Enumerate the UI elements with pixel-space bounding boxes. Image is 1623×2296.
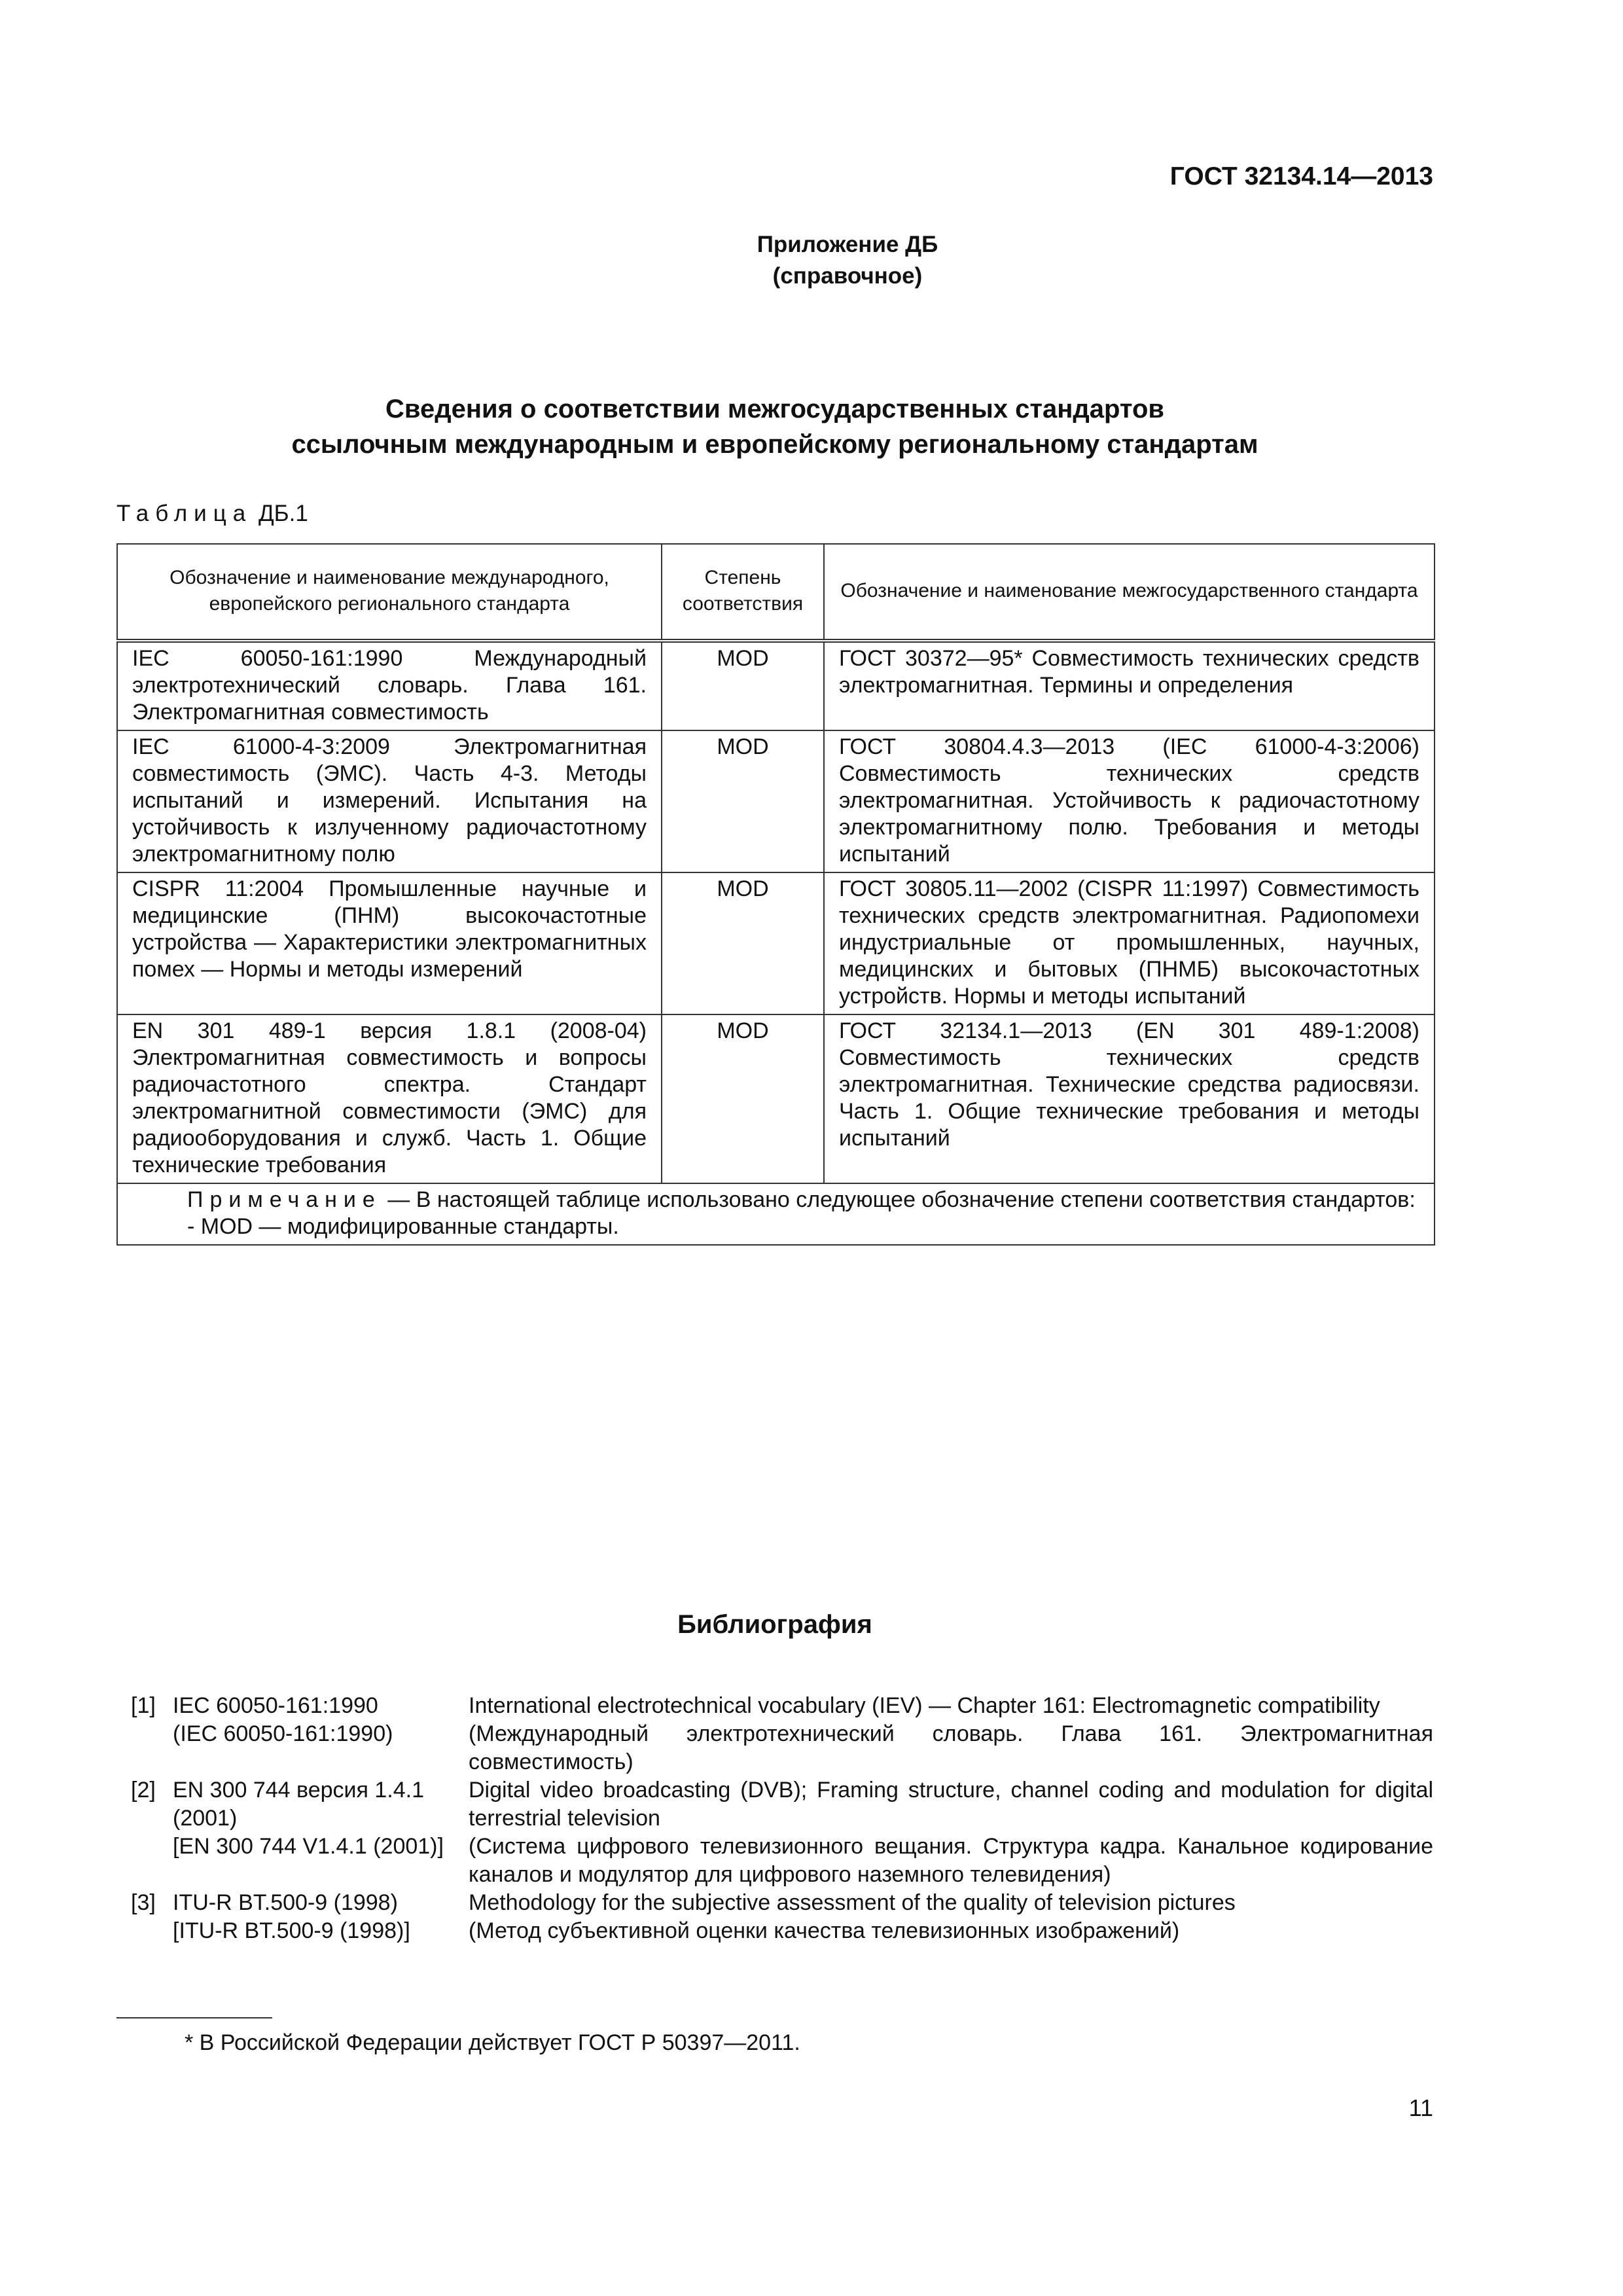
bibliography-entry — [131, 1889, 1433, 1917]
section-title-line2: ссылочным международным и европейскому региональному стандартам — [291, 430, 1258, 459]
cell-degree: MOD — [662, 1014, 824, 1183]
note-item: - MOD — модифицированные стандарты. — [187, 1214, 619, 1239]
bibliography-entry — [131, 1833, 1433, 1889]
entry-number: [1] — [131, 1693, 156, 1718]
cell-international-standard: CISPR 11:2004 Промышленные научные и медицинские (ПНМ) высокочастотные устройства — Характеристики электромагнитных помех — Нормы и методы измерений — [117, 872, 662, 1014]
header-degree: Степень соответствия — [662, 544, 824, 641]
entry-description: International electrotechnical vocabulary (IEV) — Chapter 161: Electromagnetic compatibility — [469, 1693, 1380, 1718]
cell-degree: MOD — [662, 730, 824, 872]
table-note-row — [117, 1183, 1435, 1245]
bibliography-entry — [131, 1720, 1433, 1776]
header-interstate-standard: Обозначение и наименование межгосударственного стандарта — [824, 544, 1435, 641]
cell-degree: MOD — [662, 641, 824, 730]
entry-number: [2] — [131, 1778, 156, 1803]
cell-degree: MOD — [662, 872, 824, 1014]
document-code: ГОСТ 32134.14—2013 — [1169, 162, 1433, 190]
bibliography-list — [131, 1692, 1433, 1945]
section-title-line1: Сведения о соответствии межгосударственных стандартов — [385, 395, 1164, 423]
section-title — [115, 391, 1435, 462]
cell-interstate-standard: ГОСТ 30372—95* Совместимость технических средств электромагнитная. Термины и определения — [824, 641, 1435, 730]
note-text — [132, 1187, 1419, 1213]
note-word: Примечание — [187, 1187, 382, 1212]
bibliography-title: Библиография — [677, 1610, 872, 1639]
entry-description: Digital video broadcasting (DVB); Framing structure, channel coding and modulation for digital terrestrial television — [469, 1778, 1433, 1831]
entry-description: (Система цифрового телевизионного вещания. Структура кадра. Канальное кодирование каналов и модулятор для цифрового наземного телевидения) — [469, 1834, 1433, 1887]
table-label — [116, 501, 308, 527]
table-label-number: ДБ.1 — [252, 501, 308, 526]
entry-number: [3] — [131, 1890, 156, 1915]
bibliography-entry — [131, 1776, 1433, 1833]
table-row — [117, 1014, 1435, 1183]
cell-international-standard: IEC 61000-4-3:2009 Электромагнитная совместимость (ЭМС). Часть 4-3. Методы испытаний и измерений. Испытания на устойчивость к излученному радиочастотному электромагнитному полю — [117, 730, 662, 872]
table-row — [117, 641, 1435, 730]
cell-international-standard: EN 301 489-1 версия 1.8.1 (2008-04) Электромагнитная совместимость и вопросы радиочастотного спектра. Стандарт электромагнитной совместимости (ЭМС) для радиооборудования и служб. Часть 1. Общие технические требования — [117, 1014, 662, 1183]
table-label-word: Таблица — [116, 501, 253, 526]
table-note — [117, 1183, 1435, 1245]
entry-code: [ITU-R BT.500-9 (1998)] — [173, 1918, 410, 1943]
entry-description: (Метод субъективной оценки качества телевизионных изображений) — [469, 1918, 1180, 1943]
table-header-row — [117, 544, 1435, 641]
bibliography-entry — [131, 1692, 1433, 1720]
footnote-divider — [116, 2017, 272, 2018]
entry-description: (Международный электротехнический словарь. Глава 161. Электромагнитная совместимость) — [469, 1721, 1433, 1774]
entry-number — [131, 1833, 173, 1889]
header-international-standard: Обозначение и наименование международного, европейского регионального стандарта — [117, 544, 662, 641]
table-row — [117, 872, 1435, 1014]
appendix-title: Приложение ДБ — [757, 232, 938, 257]
table-row — [117, 730, 1435, 872]
entry-code: ITU-R BT.500-9 (1998) — [173, 1890, 398, 1915]
page-number: 11 — [1408, 2094, 1433, 2121]
appendix-heading — [0, 229, 1623, 292]
cell-international-standard: IEC 60050-161:1990 Международный электротехнический словарь. Глава 161. Электромагнитная совместимость — [117, 641, 662, 730]
entry-code: [EN 300 744 V1.4.1 (2001)] — [173, 1834, 444, 1859]
entry-code: (IEC 60050-161:1990) — [173, 1721, 393, 1746]
entry-code: EN 300 744 версия 1.4.1 (2001) — [173, 1778, 424, 1831]
footnote: * В Российской Федерации действует ГОСТ Р 50397—2011. — [185, 2030, 800, 2055]
entry-number — [131, 1720, 173, 1776]
entry-code: IEC 60050-161:1990 — [173, 1693, 378, 1718]
note-body: — В настоящей таблице использовано следующее обозначение степени соответствия стандартов: — [381, 1187, 1416, 1212]
entry-description: Methodology for the subjective assessment of the quality of television pictures — [469, 1890, 1236, 1915]
correspondence-table — [116, 543, 1435, 1246]
entry-number — [131, 1917, 173, 1945]
cell-interstate-standard: ГОСТ 30804.4.3—2013 (IEC 61000-4-3:2006) Совместимость технических средств электромагнитная. Устойчивость к радиочастотному электромагнитному полю. Требования и методы испытаний — [824, 730, 1435, 872]
bibliography-entry — [131, 1917, 1433, 1945]
cell-interstate-standard: ГОСТ 30805.11—2002 (CISPR 11:1997) Совместимость технических средств электромагнитная. Радиопомехи индустриальные от промышленных, научных, медицинских и бытовых (ПНМБ) высокочастотных устройств. Нормы и методы испытаний — [824, 872, 1435, 1014]
appendix-subtitle: (справочное) — [772, 263, 923, 289]
cell-interstate-standard: ГОСТ 32134.1—2013 (EN 301 489-1:2008) Совместимость технических средств электромагнитная. Технические средства радиосвязи. Часть 1. Общие технические требования и методы испытаний — [824, 1014, 1435, 1183]
